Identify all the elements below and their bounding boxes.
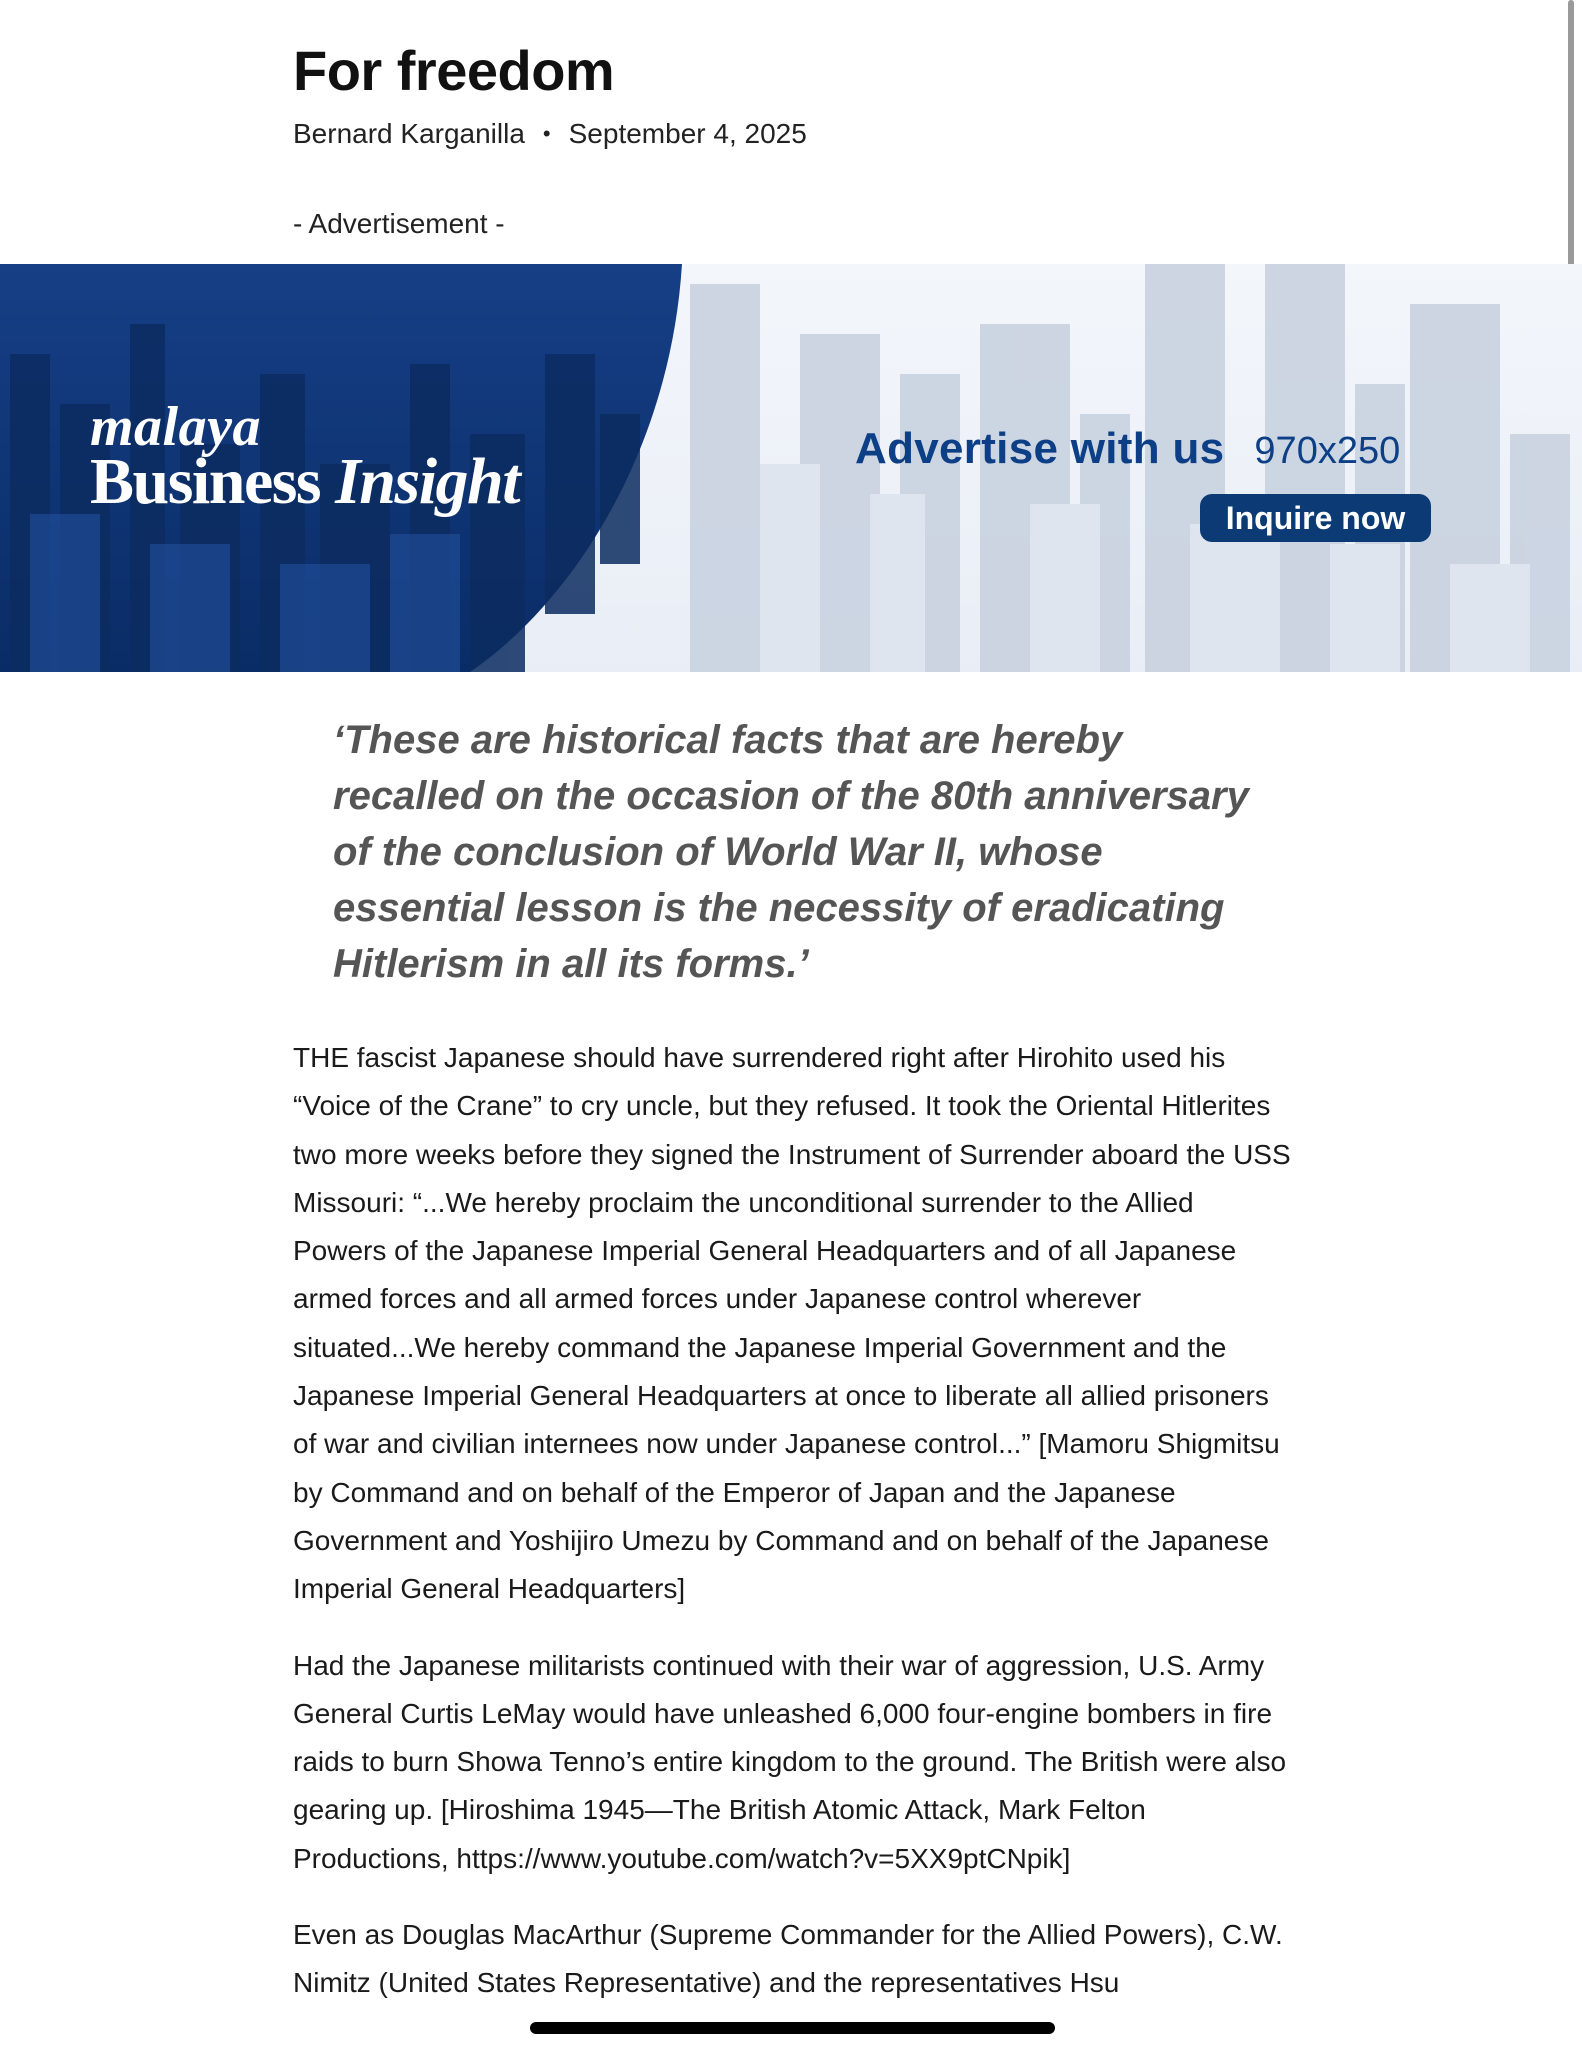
advertise-headline [855, 424, 1400, 474]
publish-date: September 4, 2025 [568, 118, 807, 149]
advertise-text: Advertise with us [855, 424, 1225, 473]
inquire-now-button[interactable]: Inquire now [1200, 494, 1431, 542]
advertisement-banner[interactable] [0, 264, 1582, 672]
page-scrollbar[interactable] [1568, 0, 1574, 270]
byline-separator: • [542, 121, 551, 146]
paragraph: Even as Douglas MacArthur (Supreme Commander for the Allied Powers), C.W. Nimitz (United States Representative) and the representatives Hsu [293, 1919, 1283, 1999]
brand-logo: malaya Business Insight [90, 396, 520, 518]
paragraph: THE fascist Japanese should have surrendered right after Hirohito used his “Voice of the Crane” to cry uncle, but they refused. It took the Oriental Hitlerites two more weeks before they signed the Instrument of Surrender aboard the USS Missouri: “...We hereby proclaim the unconditional surrender to the Allied Powers of the Japanese Imperial General Headquarters and of all Japanese armed forces and all armed forces under Japanese control wherever situated...We hereby command the Japanese Imperial Government and the Japanese Imperial General Headquarters at once to liberate all allied prisoners of war and civilian internees now under Japanese control...” [Mamoru Shigmitsu by Command and on behalf of the Emperor of Japan and the Japanese Government and Yoshijiro Umezu by Command and on behalf of the Japanese Imperial General Headquarters] [293, 1042, 1291, 1605]
advertisement-label: - Advertisement - [293, 208, 505, 239]
author-name[interactable]: Bernard Karganilla [293, 118, 525, 149]
ad-size-text: 970x250 [1254, 430, 1401, 472]
pull-quote: ‘These are historical facts that are hereby recalled on the occasion of the 80th anniversary of the conclusion of World War II, whose essential lesson is the necessity of eradicating Hitlerism in all its forms.’ [333, 718, 1249, 986]
article-byline [293, 118, 807, 150]
article-title: For freedom [293, 39, 615, 102]
home-indicator[interactable] [530, 2022, 1055, 2034]
paragraph: Had the Japanese militarists continued with their war of aggression, U.S. Army General Curtis LeMay would have unleashed 6,000 four-engine bombers in fire raids to burn Showa Tenno’s entire kingdom to the ground. The British were also gearing up. [Hiroshima 1945—The British Atomic Attack, Mark Felton Productions, https://www.youtube.com/watch?v=5XX9ptCNpik] [293, 1649, 1287, 1874]
article-body [293, 1034, 1293, 2036]
